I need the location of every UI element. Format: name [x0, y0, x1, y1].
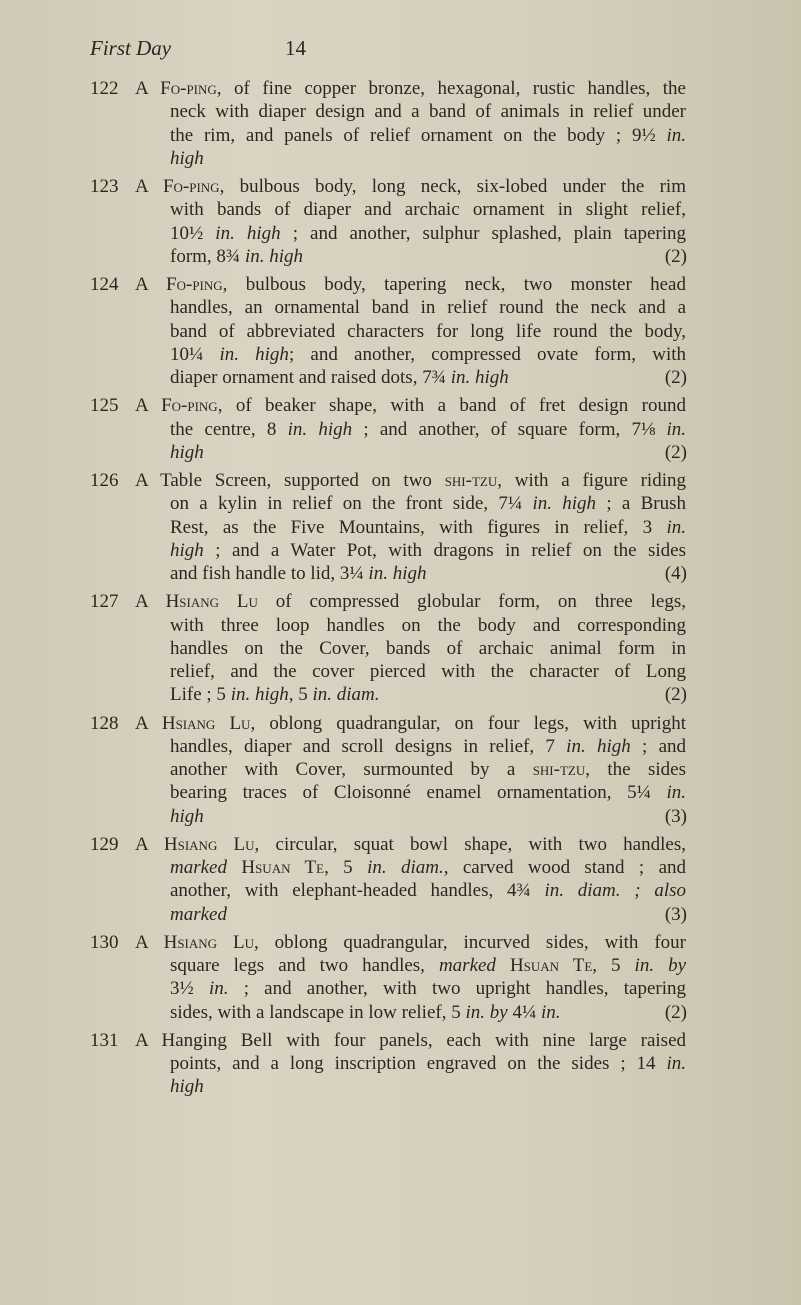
text: ; and another, compressed ovate form, with [288, 343, 687, 365]
item-count: (2) [664, 441, 687, 463]
text: , 5 [592, 955, 635, 977]
italic-text: high [170, 1076, 204, 1098]
entry-line [170, 805, 686, 828]
small-caps-text: Fo-ping [160, 78, 217, 99]
entry-line [170, 614, 686, 637]
text: ; and another, sulphur splashed, plain tapering [280, 222, 687, 244]
small-caps-text: Hsuan Te [509, 955, 593, 977]
text: handles on the Cover, bands of archaic animal form in [170, 637, 686, 659]
entry-line [170, 1001, 686, 1024]
text: A [135, 78, 161, 99]
text: diaper ornament and raised dots, 7¾ [170, 367, 451, 389]
text: , circular, squat bowl shape, with two handles, [254, 833, 686, 855]
entry-line [170, 1075, 686, 1098]
entry-line [135, 833, 686, 856]
italic-text: in. [666, 418, 686, 440]
lot-number: 127 [90, 591, 119, 613]
item-count: (2) [664, 1001, 687, 1023]
entry-line [170, 441, 686, 464]
entry-line [135, 712, 686, 735]
text: A [135, 712, 162, 734]
text: 4¼ [507, 1001, 541, 1023]
italic-text: in. by [465, 1001, 508, 1023]
item-count: (3) [664, 805, 687, 827]
running-title: First Day [90, 36, 172, 60]
small-caps-text: Hsiang Lu [163, 931, 254, 953]
catalogue-entry [90, 833, 687, 926]
text: neck with diaper design and a band of animals in relief under [170, 101, 686, 123]
italic-text: marked [170, 857, 227, 879]
italic-text: high [170, 441, 204, 463]
text: A [135, 273, 167, 295]
item-count: (2) [664, 245, 687, 267]
entry-line [135, 394, 686, 417]
text: the rim, and panels of relief ornament on the body ; 9½ [170, 124, 667, 146]
lot-number: 126 [90, 469, 119, 491]
entry-line [170, 856, 686, 879]
text: of compressed globular form, on three legs, [257, 591, 686, 613]
lot-number: 124 [90, 273, 119, 295]
italic-text: in. high [450, 367, 509, 389]
italic-text: high [170, 539, 204, 561]
entry-line [170, 198, 686, 221]
entry-line [170, 147, 686, 170]
text: bearing traces of Cloisonné enamel ornamentation, 5¼ [170, 782, 667, 804]
italic-text: in. high [532, 493, 597, 515]
catalogue-entry [90, 931, 687, 1024]
text: , oblong quadrangular, on four legs, with upright [250, 712, 686, 734]
text: band of abbreviated characters for long life round the body, [170, 320, 686, 342]
text: 10¼ [170, 343, 220, 365]
text: square legs and two handles, [170, 955, 439, 977]
entry-line [170, 879, 686, 902]
text: A [135, 175, 163, 197]
text: A Hanging Bell with four panels, each with nine large raised [135, 1029, 686, 1051]
italic-text: in. [666, 516, 686, 538]
text: ; a Brush [596, 493, 686, 515]
text: , carved wood stand ; and [443, 857, 687, 879]
italic-text: in. [666, 1053, 686, 1075]
entry-line [170, 124, 686, 147]
italic-text: marked [170, 903, 227, 925]
italic-text: in. diam. [367, 857, 444, 879]
entry-line [170, 222, 686, 245]
entry-line [170, 977, 686, 1000]
text: relief, and the cover pierced with the character of Long [170, 661, 686, 683]
small-caps-text: shi-tzu [444, 469, 498, 491]
italic-text: in. by [634, 955, 687, 977]
text: form, 8¾ [170, 245, 245, 267]
lot-number: 123 [90, 175, 119, 197]
lot-number: 131 [90, 1029, 119, 1051]
text: , 5 [324, 857, 368, 879]
text: A [135, 931, 164, 953]
italic-text: in. [208, 978, 229, 1000]
text: and fish handle to lid, 3¼ [170, 563, 369, 585]
catalogue-entry [90, 77, 687, 170]
text: ; and another, with two upright handles, tapering [228, 978, 686, 1000]
entry-line [170, 637, 686, 660]
text: the centre, 8 [170, 418, 288, 440]
lot-number: 125 [90, 395, 119, 417]
italic-text: in. diam. ; also [544, 880, 686, 902]
text: , of fine copper bronze, hexagonal, rustic handles, the [216, 78, 686, 99]
italic-text: in. high [368, 563, 427, 585]
small-caps-text: Hsiang Lu [163, 833, 255, 855]
italic-text: in. high [566, 735, 631, 757]
text [227, 857, 241, 878]
text [496, 955, 510, 976]
text: , bulbous body, long neck, six-lobed under the rim [219, 175, 686, 197]
entry-line [170, 100, 686, 123]
lot-number: 130 [90, 931, 119, 953]
entry-line [135, 77, 686, 100]
catalogue-entry [90, 469, 687, 585]
text: ; and a Water Pot, with dragons in relief on the sides [203, 539, 686, 561]
text: 10½ [170, 222, 216, 244]
text: Life ; 5 [170, 684, 231, 706]
entry-line [170, 1052, 686, 1075]
page-number: 14 [285, 36, 306, 60]
small-caps-text: Hsiang Lu [161, 712, 251, 734]
text: with bands of diaper and archaic ornament in slight relief, [170, 199, 686, 221]
entry-line [170, 366, 686, 389]
entry-line [135, 175, 686, 198]
italic-text: high [170, 805, 204, 827]
text: , with a figure riding [497, 469, 686, 491]
text: A Table Screen, supported on two [135, 469, 445, 491]
entry-line [170, 492, 686, 515]
entry-line [170, 660, 686, 683]
entry-line [170, 418, 686, 441]
catalogue-entry [90, 175, 687, 268]
entry-line [170, 296, 686, 319]
entry-line [170, 539, 686, 562]
text: A [135, 591, 166, 613]
entry-line [170, 562, 686, 585]
entry-line [170, 735, 686, 758]
text: , oblong quadrangular, incurved sides, with four [253, 931, 686, 953]
italic-text: in. high [215, 222, 281, 244]
text: A [135, 833, 164, 855]
entry-line [135, 590, 686, 613]
small-caps-text: Fo-ping [161, 395, 218, 417]
italic-text: in. [666, 124, 686, 146]
text: handles, diaper and scroll designs in relief, 7 [170, 735, 567, 757]
catalogue-entry [90, 1029, 687, 1099]
text: A [135, 395, 162, 417]
lot-number: 129 [90, 833, 119, 855]
italic-text: in. high [287, 418, 353, 440]
entry-line [135, 1029, 686, 1052]
entry-line [170, 954, 686, 977]
text: 3½ [170, 978, 209, 1000]
item-count: (2) [664, 684, 687, 706]
text: , 5 [288, 684, 313, 706]
catalogue-entry [90, 394, 687, 464]
italic-text: in. high [244, 245, 303, 267]
text: on a kylin in relief on the front side, 7¼ [170, 493, 533, 515]
page-header [90, 36, 690, 62]
lot-number: 122 [90, 78, 119, 99]
entry-line [135, 273, 686, 296]
item-count: (2) [664, 367, 687, 389]
italic-text: in. [540, 1001, 561, 1023]
text: , bulbous body, tapering neck, two monster head [222, 273, 686, 295]
catalogue-entry [90, 590, 687, 706]
small-caps-text: Fo-ping [162, 175, 220, 197]
entry-line [135, 931, 686, 954]
text: another, with elephant-headed handles, 4¾ [170, 880, 545, 902]
small-caps-text: shi-tzu [532, 759, 586, 781]
small-caps-text: Fo-ping [166, 273, 223, 295]
small-caps-text: Hsuan Te [241, 857, 325, 879]
italic-text: high [170, 147, 204, 169]
entry-line [135, 469, 686, 492]
entry-line [170, 903, 686, 926]
text: with three loop handles on the body and corresponding [170, 614, 686, 636]
text: sides, with a landscape in low relief, 5 [170, 1001, 466, 1023]
entry-line [170, 683, 686, 706]
catalogue-entry [90, 712, 687, 828]
text: ; and another, of square form, 7⅛ [352, 418, 667, 440]
text: points, and a long inscription engraved on the sides ; 14 [170, 1053, 667, 1075]
text: , the sides [585, 759, 686, 781]
item-count: (4) [664, 563, 687, 585]
entry-line [170, 516, 686, 539]
text: Rest, as the Five Mountains, with figures in relief, 3 [170, 516, 667, 538]
entry-line [170, 781, 686, 804]
item-count: (3) [664, 903, 687, 925]
text: another with Cover, surmounted by a [170, 759, 533, 781]
entry-line [170, 320, 686, 343]
text: , of beaker shape, with a band of fret design round [217, 395, 686, 417]
catalogue-entry [90, 273, 687, 389]
entry-line [170, 758, 686, 781]
italic-text: in. high [230, 684, 289, 706]
text: ; and [630, 735, 686, 757]
italic-text: in. [666, 782, 686, 804]
italic-text: in. high [219, 343, 289, 365]
entry-line [170, 343, 686, 366]
italic-text: marked [438, 955, 496, 977]
entry-line [170, 245, 686, 268]
italic-text: in. diam. [312, 684, 380, 706]
text: handles, an ornamental band in relief round the neck and a [170, 297, 686, 319]
lot-number: 128 [90, 712, 119, 734]
catalogue-entries [90, 77, 687, 1103]
small-caps-text: Hsiang Lu [165, 591, 258, 613]
